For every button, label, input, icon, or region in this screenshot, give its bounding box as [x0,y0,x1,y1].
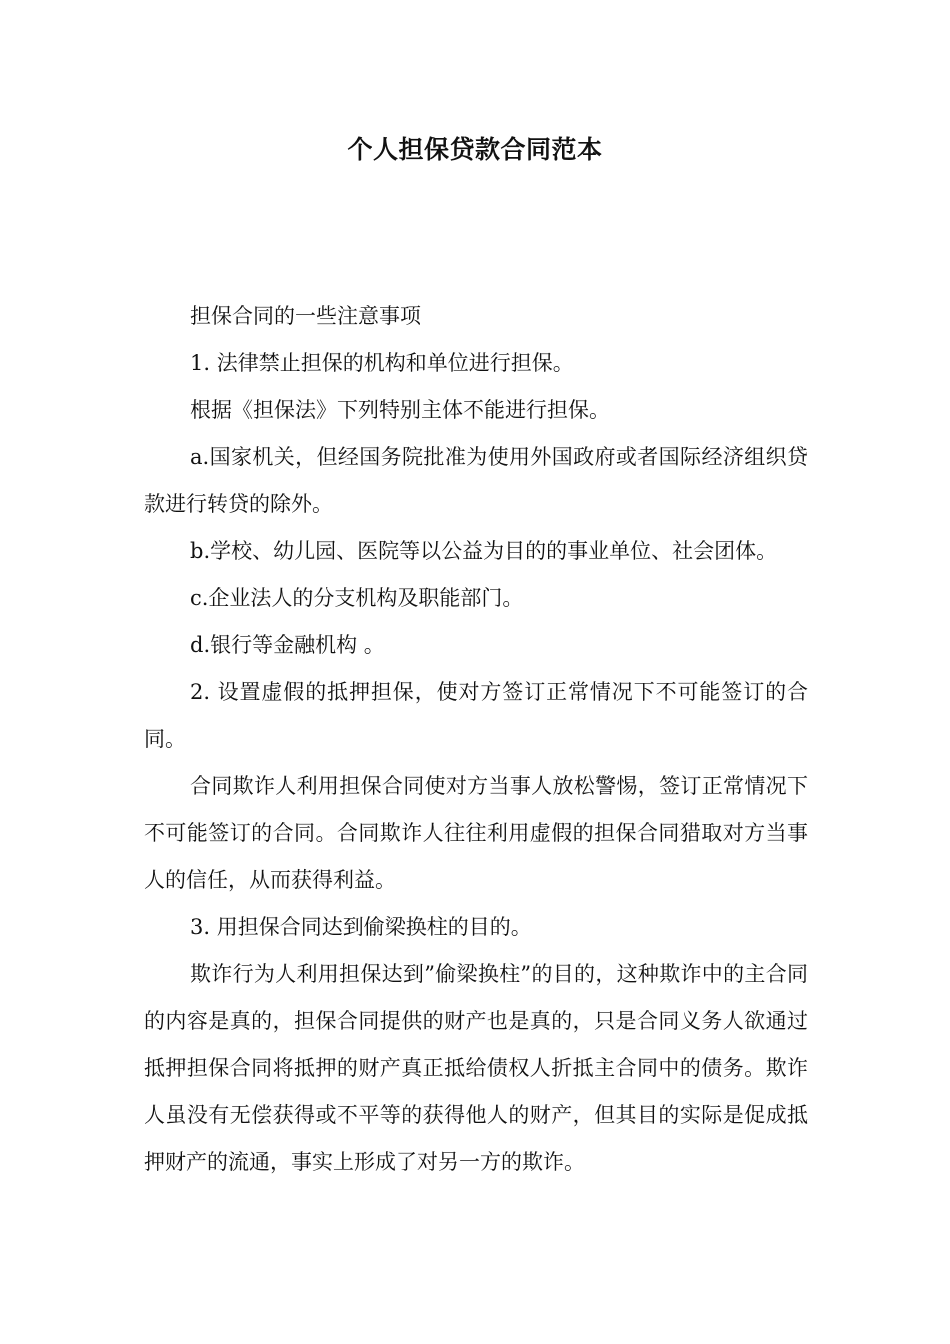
paragraph: 合同欺诈人利用担保合同使对方当事人放松警惕，签订正常情况下不可能签订的合同。合同欺诈人往往利用虚假的担保合同猎取对方当事人的信任，从而获得利益。 [144,774,808,892]
paragraph-item-2: 2. 设置虚假的抵押担保，使对方签订正常情况下不可能签订的合同。 [144,680,808,751]
paragraph: 欺诈行为人利用担保达到”偷梁换柱”的目的，这种欺诈中的主合同的内容是真的，担保合同提供的财产也是真的，只是合同义务人欲通过抵押担保合同将抵押的财产真正抵给债权人折抵主合同中的债务。欺诈人虽没有无偿获得或不平等的获得他人的财产，但其目的实际是促成抵押财产的流通，事实上形成了对另一方的欺诈。 [144,962,808,1174]
document-title: 个人担保贷款合同范本 [347,135,603,164]
paragraph-item-b: b.学校、幼儿园、医院等以公益为目的的事业单位、社会团体。 [190,539,778,563]
paragraph-item-a: a.国家机关，但经国务院批准为使用外国政府或者国际经济组织贷款进行转贷的除外。 [144,445,808,516]
document-body [144,293,808,1186]
paragraph-item-3: 3. 用担保合同达到偷梁换柱的目的。 [190,915,532,939]
paragraph: 根据《担保法》下列特别主体不能进行担保。 [190,398,610,422]
paragraph-item-c: c.企业法人的分支机构及职能部门。 [190,586,524,610]
paragraph-heading: 担保合同的一些注意事项 [190,304,421,328]
paragraph-item-d: d.银行等金融机构 。 [190,633,385,657]
paragraph-item-1: 1. 法律禁止担保的机构和单位进行担保。 [190,351,574,375]
